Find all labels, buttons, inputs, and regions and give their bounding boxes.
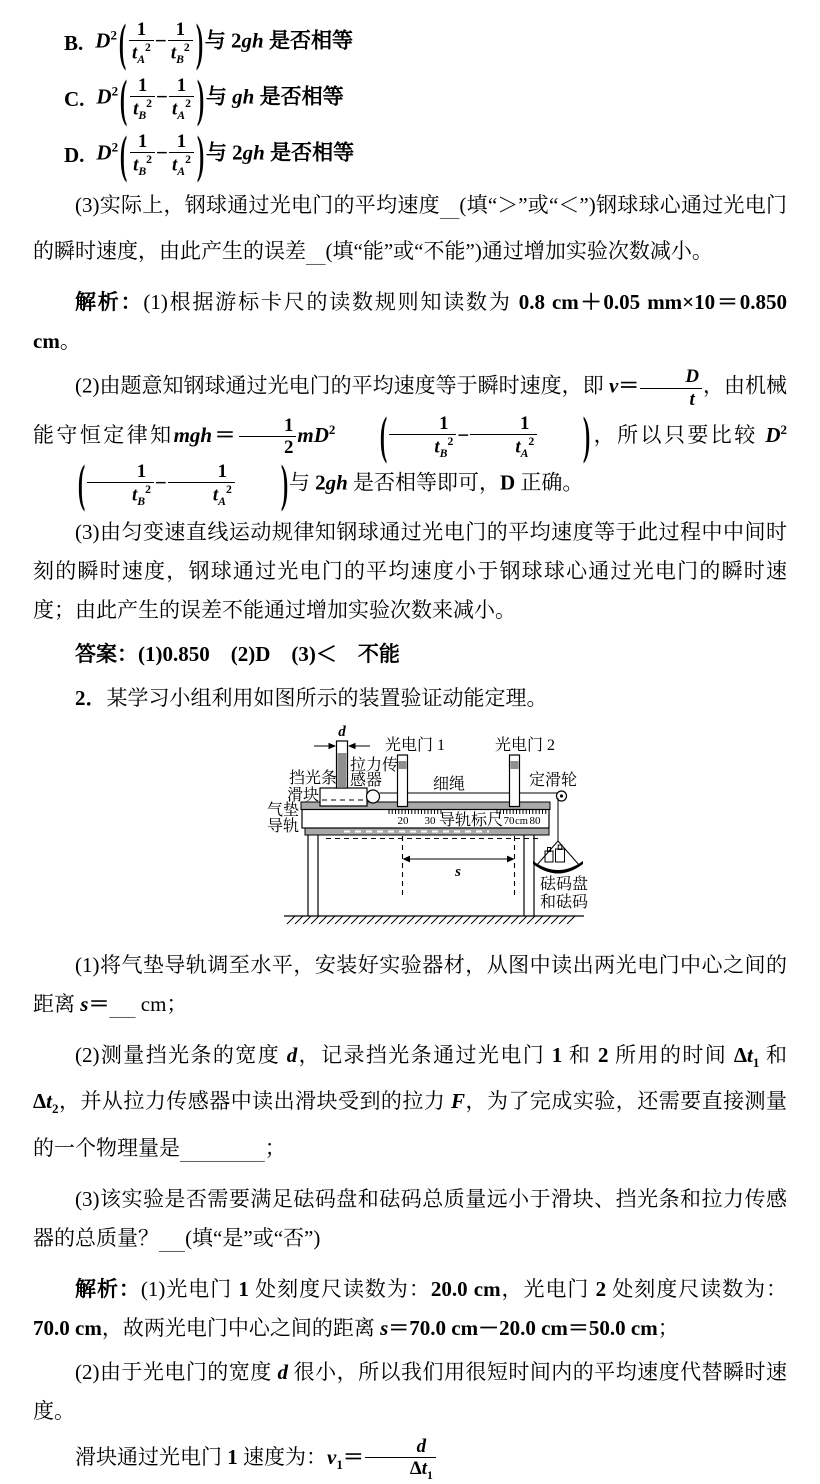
- ruler-label: 导轨标尺: [438, 811, 504, 829]
- air-track-label-1: 气垫: [267, 801, 300, 819]
- photogate-2-label: 光电门 2: [494, 736, 556, 754]
- q2-analysis-2: (2)由于光电门的宽度 d 很小，所以我们用很短时间内的平均速度代替瞬时速度。: [33, 1359, 787, 1423]
- option-d-label: D.: [64, 142, 85, 167]
- q1-part3: (3)实际上，钢球通过光电门的平均速度$_{\_\_\_}$(填“＞”或“＜”)钢球球心通过光电门的瞬时速度，由此产生的误差$_{\_\_\_}$(填“能”或“不能”)通过增加实验次数减小。: [33, 193, 787, 267]
- option-d: [33, 124, 787, 184]
- q2-stem: 2．某学习小组利用如图所示的装置验证动能定理。: [75, 685, 548, 710]
- ruler-mark-80: 80: [529, 814, 541, 827]
- s-label: s: [455, 863, 461, 880]
- apparatus-diagram: [249, 723, 613, 941]
- ruler-mark-30: 30: [424, 814, 436, 827]
- apparatus-svg: [249, 723, 613, 935]
- q1-analysis-1: [33, 283, 787, 361]
- force-sensor: [367, 790, 380, 803]
- blocker-strip: [338, 753, 347, 787]
- sensor-label-2: 感器: [350, 771, 383, 789]
- q2-analysis-1: [33, 1270, 787, 1348]
- option-d-formula: $D^2$( $\frac{1}{t_B^2}$ − $\frac{1}{t_A^2}$ )与 2gh 是否相等: [96, 124, 355, 184]
- photogate-2-band: [511, 761, 519, 769]
- pulley-axle: [560, 794, 563, 797]
- blocker-label: 挡光条: [289, 769, 338, 787]
- ruler-unit-cm: cm: [515, 815, 528, 827]
- ground-hatch: [287, 916, 575, 924]
- air-track-label-2: 导轨: [267, 817, 300, 835]
- d-label: d: [338, 723, 346, 740]
- weights-label-1: 砝码盘: [540, 875, 589, 893]
- track-legs: [308, 835, 534, 916]
- q2-analysis-3: 滑块通过光电门 1 速度为：$v_1=$ $\frac{d}{\Delta t_1}$: [33, 1436, 787, 1484]
- q1-analysis-2: (2)由题意知钢球通过光电门的平均速度等于瞬时速度，即 v＝ $\frac{D}{t}$ ，由机械能守恒定律知mgh＝ $\frac{1}{2}$ $mD^2$ ( $\frac{1}{t_B^2}$ − $\frac{1}{t_A^2}$ )，所以只要比较 $D^2$( $\frac{1}{t_B^2}$ − $\frac{1}{t_A^2}$ )与 2gh 是否相等即可，D 正确。: [33, 366, 788, 513]
- q2-p2: (2)测量挡光条的宽度 d，记录挡光条通过光电门 1 和 2 所用的时间 $\Delta t_1$ 和 $\Delta t_2$，并从拉力传感器中读出滑块受到的拉力 F，为了完成实验，还需要直接测量的一个物理量是$_{\_\_\_\_\_\_\_\_\_\_\_\_\_}$；: [33, 1043, 788, 1163]
- q1-analysis-3: (3)由匀变速直线运动规律知钢球通过光电门的平均速度等于此过程中中间时刻的瞬时速度，钢球通过光电门的平均速度小于钢球球心通过光电门的瞬时速度；由此产生的误差不能通过增加实验次数来减小。: [33, 519, 787, 622]
- slider: [320, 788, 367, 806]
- ruler-mark-20: 20: [397, 814, 409, 827]
- weights: [545, 845, 565, 862]
- s-arrow: [403, 856, 515, 863]
- q1-analysis-1-text: (1)根据游标卡尺的读数规则知读数为 0.8 cm＋0.05 mm×10＝0.850 cm。: [33, 290, 787, 354]
- sensor-label-1: 拉力传: [350, 756, 399, 774]
- ruler-mark-70: 70: [503, 814, 515, 827]
- q2-analysis-label: 解析：: [75, 1276, 141, 1301]
- option-c-label: C.: [64, 86, 85, 111]
- weight-pan: [533, 861, 583, 874]
- pulley-label: 定滑轮: [528, 771, 578, 789]
- photogate-1-label: 光电门 1: [384, 736, 446, 754]
- option-b-formula: $D^2$( $\frac{1}{t_A^2}$ − $\frac{1}{t_B^2}$ )与 2gh 是否相等: [95, 12, 353, 72]
- q1-answer-label: 答案：: [75, 641, 138, 666]
- q1-answer-text: (1)0.850 (2)D (3)＜ 不能: [138, 641, 400, 666]
- q1-analysis-label: 解析：: [75, 290, 144, 315]
- q2-p1: (1)将气垫导轨调至水平，安装好实验器材，从图中读出两光电门中心之间的距离 $s=_{\_\_\_\_}$ cm；: [33, 952, 787, 1020]
- option-c: [33, 68, 787, 128]
- photogate-1-band: [399, 761, 407, 769]
- q2-p3: (3)该实验是否需要满足砝码盘和砝码总质量远小于滑块、挡光条和拉力传感器的总质量？$_{\_\_\_\_}$(填“是”或“否”): [33, 1186, 787, 1253]
- option-b-label: B.: [64, 30, 84, 55]
- option-b: [33, 12, 787, 72]
- option-c-formula: $D^2$( $\frac{1}{t_B^2}$ − $\frac{1}{t_A^2}$ )与 gh 是否相等: [96, 68, 344, 128]
- q2-analysis-1-text: (1)光电门 1 处刻度尺读数为：20.0 cm，光电门 2 处刻度尺读数为：70.0 cm，故两光电门中心之间的距离 s＝70.0 cm－20.0 cm＝50.0 cm；: [33, 1276, 788, 1340]
- q1-answer: [33, 635, 787, 674]
- string-label: 细绳: [432, 775, 466, 793]
- page: [33, 12, 788, 1484]
- slider-label: 滑块: [287, 786, 320, 804]
- weights-label-2: 和砝码: [540, 893, 589, 911]
